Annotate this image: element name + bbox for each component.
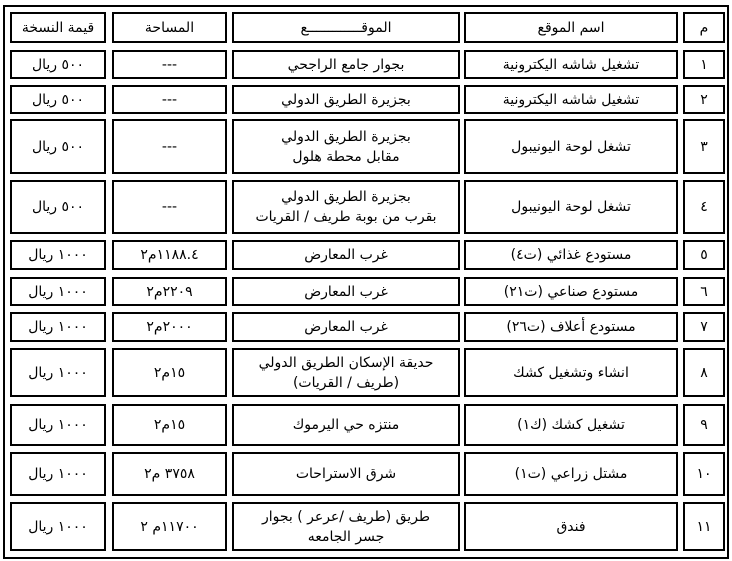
location-line: شرق الاستراحات	[295, 466, 397, 482]
site-name-cell: فندق	[464, 502, 678, 551]
location-line: غرب المعارض	[304, 247, 388, 263]
location-cell	[232, 502, 460, 551]
location-cell	[232, 348, 460, 397]
row-number: ٤	[683, 180, 725, 234]
area-cell: ---	[112, 50, 227, 79]
price-cell: ٥٠٠ ريال	[10, 50, 106, 79]
row-number: ٢	[683, 85, 725, 114]
location-line: بجوار جامع الراجحي	[287, 56, 405, 73]
location-text	[288, 55, 405, 75]
header-site-name: اسم الموقع	[464, 12, 678, 43]
location-cell	[232, 452, 460, 496]
price-cell: ٥٠٠ ريال	[10, 119, 106, 174]
site-name-cell: تشغل لوحة اليونيبول	[464, 119, 678, 174]
area-cell: ٢٠٠٠م٢	[112, 312, 227, 342]
location-cell	[232, 50, 460, 79]
row-number: ٣	[683, 119, 725, 174]
area-cell: ١١٨٨.٤م٢	[112, 240, 227, 270]
row-number: ١٠	[683, 452, 725, 496]
location-text	[262, 507, 430, 547]
location-text	[304, 282, 388, 302]
location-text	[296, 464, 396, 484]
row-number: ٨	[683, 348, 725, 397]
site-name-cell: تشغيل كشك (ك١)	[464, 404, 678, 446]
location-cell	[232, 312, 460, 342]
price-cell: ١٠٠٠ ريال	[10, 240, 106, 270]
site-name-cell: مشتل زراعي (ت١)	[464, 452, 678, 496]
site-name-cell: انشاء وتشغيل كشك	[464, 348, 678, 397]
area-cell: ---	[112, 85, 227, 114]
location-line: طريق (طريف /عرعر ) بجوار	[261, 508, 431, 525]
location-cell	[232, 85, 460, 114]
price-cell: ٥٠٠ ريال	[10, 85, 106, 114]
header-location: الموقـــــــــــــع	[232, 12, 460, 43]
area-cell: ١١٧٠٠م ٢	[112, 502, 227, 551]
price-cell: ١٠٠٠ ريال	[10, 277, 106, 306]
row-number: ٩	[683, 404, 725, 446]
row-number: ١١	[683, 502, 725, 551]
location-line: حديقة الإسكان الطريق الدولي	[258, 354, 434, 371]
site-name-cell: مستودع أعلاف (ت٢٦)	[464, 312, 678, 342]
location-text	[304, 245, 388, 265]
location-cell	[232, 119, 460, 174]
price-cell: ٥٠٠ ريال	[10, 180, 106, 234]
price-cell: ١٠٠٠ ريال	[10, 502, 106, 551]
row-number: ٧	[683, 312, 725, 342]
location-text	[281, 127, 411, 167]
site-name-cell: تشغل لوحة اليونيبول	[464, 180, 678, 234]
site-name-cell: تشغيل شاشه اليكترونية	[464, 50, 678, 79]
location-line: مقابل محطة هلول	[292, 148, 400, 165]
location-cell	[232, 240, 460, 270]
location-line: غرب المعارض	[304, 319, 388, 335]
price-cell: ١٠٠٠ ريال	[10, 312, 106, 342]
row-number: ١	[683, 50, 725, 79]
price-cell: ١٠٠٠ ريال	[10, 404, 106, 446]
area-cell: ٣٧٥٨ م٢	[112, 452, 227, 496]
area-cell: ٢٢٠٩م٢	[112, 277, 227, 306]
site-name-cell: مستودع صناعي (ت٢١)	[464, 277, 678, 306]
location-line: جسر الجامعه	[307, 528, 385, 545]
location-text	[259, 353, 434, 393]
location-line: بقرب من بوبة طريف / القريات	[255, 209, 437, 225]
area-cell: ---	[112, 180, 227, 234]
row-number: ٦	[683, 277, 725, 306]
location-cell	[232, 180, 460, 234]
location-line: بجزيرة الطريق الدولي	[281, 91, 411, 108]
area-cell: ١٥م٢	[112, 404, 227, 446]
location-text	[255, 187, 436, 227]
location-line: (طريف / القريات)	[292, 374, 400, 391]
header-price: قيمة النسخة	[10, 12, 106, 43]
location-line: بجزيرة الطريق الدولي	[281, 189, 411, 205]
location-line: منتزه حي اليرموك	[292, 417, 400, 433]
price-cell: ١٠٠٠ ريال	[10, 452, 106, 496]
location-line: بجزيرة الطريق الدولي	[281, 128, 411, 145]
row-number: ٥	[683, 240, 725, 270]
area-cell: ١٥م٢	[112, 348, 227, 397]
location-line: غرب المعارض	[304, 283, 388, 300]
header-area: المساحة	[112, 12, 227, 43]
area-cell: ---	[112, 119, 227, 174]
site-name-cell: مستودع غذائي (ت٤)	[464, 240, 678, 270]
location-text	[281, 90, 411, 110]
location-cell	[232, 404, 460, 446]
location-cell	[232, 277, 460, 306]
header-num: م	[683, 12, 725, 43]
price-cell: ١٠٠٠ ريال	[10, 348, 106, 397]
location-text	[293, 415, 400, 435]
location-text	[304, 317, 388, 337]
site-name-cell: تشغيل شاشه اليكترونية	[464, 85, 678, 114]
